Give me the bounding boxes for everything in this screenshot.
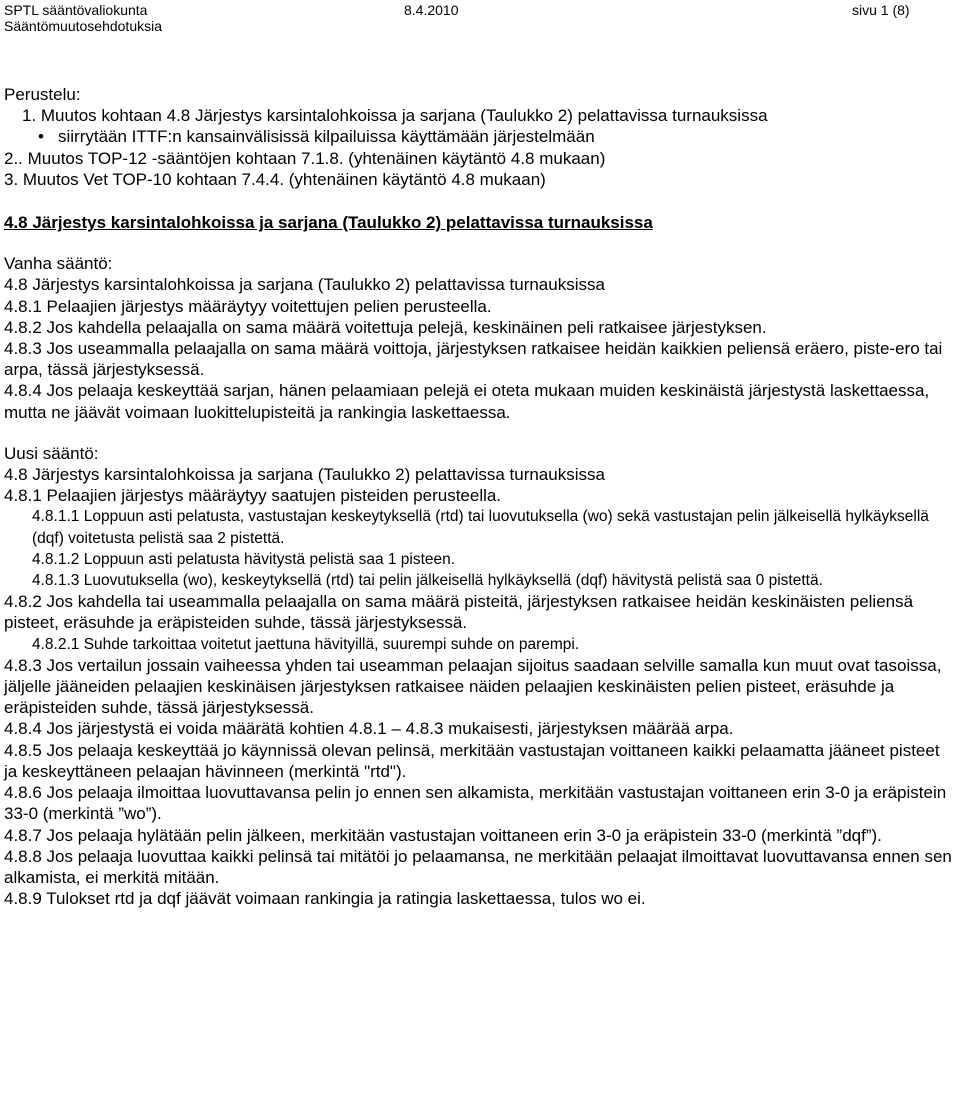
rationale-item-2: 2.. Muutos TOP-12 -sääntöjen kohtaan 7.1.8. (yhtenäinen käytäntö 4.8 mukaan)	[4, 148, 606, 168]
new-rule-heading: Uusi sääntö:	[4, 443, 99, 463]
old-rule-line: 4.8.3 Jos useammalla pelaajalla on sama määrä voittoja, järjestyksen ratkaisee heidän kaikkien peliensä eräero, piste-ero tai arpa, tässä järjestyksessä.	[4, 339, 943, 380]
rule-4-8-2: 4.8.2 Jos kahdella tai useammalla pelaajalla on sama määrä pisteitä, järjestyksen ratkaisee heidän keskinäisten peliensä pisteet, eräsuhde ja eräpisteiden suhde, tässä järjestyksessä.	[4, 592, 914, 633]
old-rule-heading: Vanha sääntö:	[4, 254, 113, 274]
rationale-item-3: 3. Muutos Vet TOP-10 kohtaan 7.4.4. (yhtenäinen käytäntö 4.8 mukaan)	[4, 169, 546, 189]
rule-4-8-5: 4.8.5 Jos pelaaja keskeyttää jo käynnissä olevan pelinsä, merkitään vastustajan voittaneen kaikki pelaamatta jääneet pisteet ja keskeyttäneen pelaajan hävinneen (merkintä "rtd").	[4, 740, 940, 781]
header-committee: SPTL sääntövaliokunta	[4, 2, 148, 18]
rule-4-8-3: 4.8.3 Jos vertailun jossain vaiheessa yhden tai useamman pelaajan sijoitus saadaan selville samalla kun muut ovat tasoissa, jäljelle jääneiden pelaajien keskinäisen järjestyksen ratkaisee näiden pelaajien keskinäisten pelien pisteet, eräsuhde ja eräpisteiden suhde, tässä järjestyksessä.	[4, 655, 942, 718]
old-rule-line: 4.8.4 Jos pelaaja keskeyttää sarjan, hänen pelaamiaan pelejä ei oteta mukaan muiden keskinäistä järjestystä laskettaessa, mutta ne jäävät voimaan luokittelupisteitä ja rankingia laskettaessa.	[4, 381, 930, 422]
old-rule-line: 4.8.1 Pelaajien järjestys määräytyy voitettujen pelien perusteella.	[4, 296, 492, 316]
rule-4-8-6: 4.8.6 Jos pelaaja ilmoittaa luovuttavansa pelin jo ennen sen alkamista, merkitään vastustajan voittaneen erin 3-0 ja eräpistein 33-0 (merkintä ”wo”).	[4, 783, 947, 824]
rationale-item-1: 1. Muutos kohtaan 4.8 Järjestys karsintalohkoissa ja sarjana (Taulukko 2) pelattavissa turnauksissa	[22, 106, 768, 126]
document-body	[4, 84, 956, 909]
header-date: 8.4.2010	[404, 2, 459, 18]
rationale-section	[4, 84, 956, 190]
new-rule-section	[4, 443, 956, 909]
rule-4-8-1: 4.8.1 Pelaajien järjestys määräytyy saatujen pisteiden perusteella.	[4, 486, 502, 506]
header-page-number: sivu 1 (8)	[852, 2, 910, 18]
old-rule-line: 4.8 Järjestys karsintalohkoissa ja sarjana (Taulukko 2) pelattavissa turnauksissa	[4, 275, 605, 295]
old-rule-section	[4, 253, 956, 423]
rationale-bullet	[4, 126, 956, 147]
rationale-bullet-text: siirrytään ITTF:n kansainvälisissä kilpailuissa käyttämään järjestelmään	[58, 127, 595, 147]
section-title: 4.8 Järjestys karsintalohkoissa ja sarjana (Taulukko 2) pelattavissa turnauksissa	[4, 213, 653, 233]
bullet-icon: •	[38, 127, 44, 147]
rationale-heading: Perustelu:	[4, 85, 81, 104]
rule-4-8-8: 4.8.8 Jos pelaaja luovuttaa kaikki pelinsä tai mitätöi jo pelaamansa, ne merkitään pelaajat ilmoittavat luovuttavansa ennen sen alkamista, ei merkitä mitään.	[4, 846, 952, 887]
header-organization	[4, 2, 162, 34]
rule-4-8-7: 4.8.7 Jos pelaaja hylätään pelin jälkeen, merkitään vastustajan voittaneen erin 3-0 ja eräpistein 33-0 (merkintä ”dqf”).	[4, 825, 882, 845]
rule-4-8-9: 4.8.9 Tulokset rtd ja dqf jäävät voimaan rankingia ja ratingia laskettaessa, tulos wo ei.	[4, 889, 646, 909]
old-rule-line: 4.8.2 Jos kahdella pelaajalla on sama määrä voitettuja pelejä, keskinäinen peli ratkaisee järjestyksen.	[4, 317, 767, 337]
rule-4-8-1-3: 4.8.1.3 Luovutuksella (wo), keskeytyksellä (rtd) tai pelin jälkeisellä hylkäyksellä (dqf) hävitystä pelistä saa 0 pistettä.	[32, 572, 823, 590]
new-rule-title: 4.8 Järjestys karsintalohkoissa ja sarjana (Taulukko 2) pelattavissa turnauksissa	[4, 465, 605, 485]
rule-4-8-4: 4.8.4 Jos järjestystä ei voida määrätä kohtien 4.8.1 – 4.8.3 mukaisesti, järjestyksen määrää arpa.	[4, 719, 734, 739]
header-document-type: Sääntömuutosehdotuksia	[4, 18, 162, 34]
rule-4-8-1-1: 4.8.1.1 Loppuun asti pelatusta, vastustajan keskeytyksellä (rtd) tai luovutuksella (wo) sekä vastustajan pelin jälkeisellä hylkäyksellä (dqf) voitetusta pelistä saa 2 pistettä.	[32, 508, 929, 547]
rule-4-8-1-2: 4.8.1.2 Loppuun asti pelatusta hävitystä pelistä saa 1 pisteen.	[32, 550, 456, 568]
rule-4-8-2-1: 4.8.2.1 Suhde tarkoittaa voitetut jaettuna hävityillä, suurempi suhde on parempi.	[32, 635, 580, 653]
